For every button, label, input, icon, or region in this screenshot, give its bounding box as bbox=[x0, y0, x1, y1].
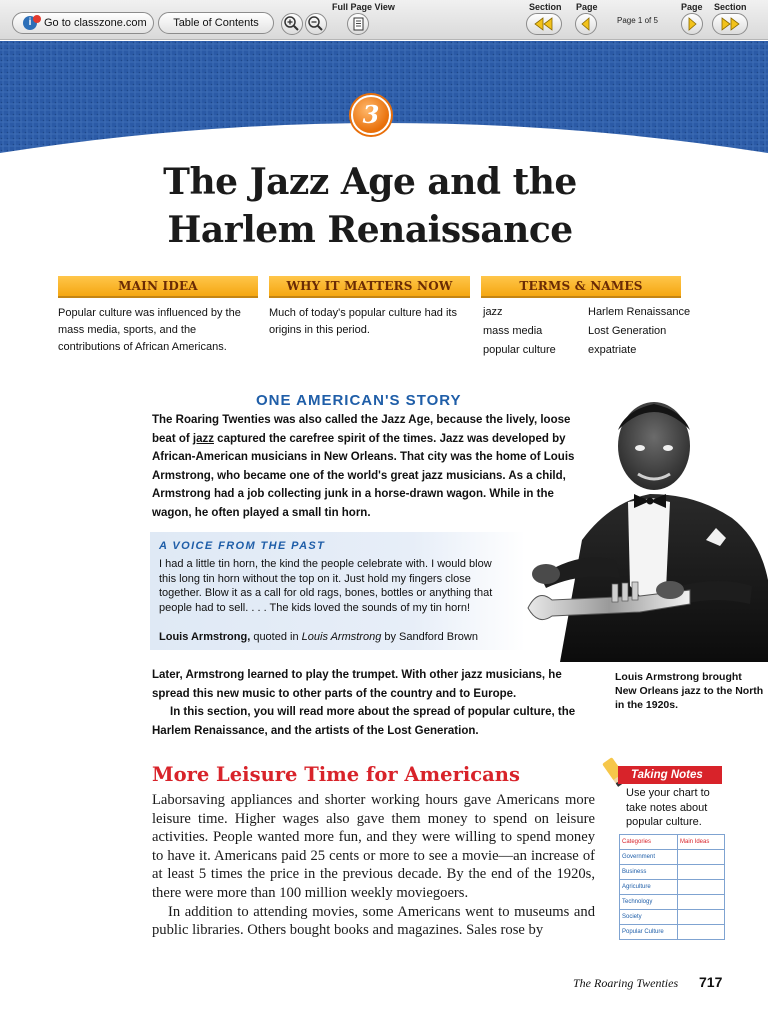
term-jazz: jazz bbox=[483, 306, 503, 318]
double-arrow-left-icon bbox=[527, 14, 561, 34]
page-prev-label: Page bbox=[576, 2, 598, 12]
notes-category: Agriculture bbox=[620, 880, 678, 895]
section-title bbox=[0, 158, 740, 254]
voice-quoted-in: quoted in bbox=[250, 631, 302, 643]
story-paragraph-3: In this section, you will read more about the spread of popular culture, the Harlem Renaissance, and the artists of the Lost Generation. bbox=[152, 706, 576, 737]
footer-chapter-title: The Roaring Twenties bbox=[573, 976, 679, 990]
notes-chart bbox=[619, 834, 725, 940]
voice-author: Louis Armstrong, bbox=[159, 631, 251, 643]
zoom-in-icon bbox=[282, 14, 302, 34]
story-continuation bbox=[152, 666, 592, 740]
notes-row bbox=[620, 895, 725, 910]
term-lost-generation: Lost Generation bbox=[588, 325, 667, 337]
notes-category: Popular Culture bbox=[620, 925, 678, 940]
double-arrow-right-icon bbox=[713, 14, 747, 34]
notes-category: Technology bbox=[620, 895, 678, 910]
notes-row bbox=[620, 880, 725, 895]
title-line-1: The Jazz Age and the bbox=[163, 161, 577, 203]
classzone-button[interactable] bbox=[12, 12, 154, 34]
leisure-paragraph-2: In addition to attending movies, some Americans went to museums and public libraries. Others bought books and magazines. Sales rose by bbox=[152, 903, 595, 939]
term-mass-media: mass media bbox=[483, 325, 543, 337]
louis-armstrong-photo bbox=[520, 390, 768, 662]
story-text-end: captured the carefree spirit of the times. Jazz was developed by African-American musicians in New Orleans. That city was the home of Louis Armstrong, who became one of the world's great jazz musicians. As a child, Armstrong had a job collecting junk in a horse-drawn wagon. While in the wagon, he often played a small tin horn. bbox=[152, 432, 575, 519]
story-heading: ONE AMERICAN'S STORY bbox=[256, 392, 462, 409]
zoom-in-button[interactable] bbox=[281, 13, 303, 35]
voice-quote: I had a little tin horn, the kind the people celebrate with. I would blow this long tin horn without the top on it. Just hold my fingers close together. Blow it as a call for old rags, bones, bottles or anything that people had to sell. . . . The kids loved the sounds of my tin horn! bbox=[159, 558, 493, 614]
page-number: 717 bbox=[699, 974, 723, 990]
leisure-paragraph-1: Laborsaving appliances and shorter working hours gave Americans more leisure time. Higher wages also gave them money to spend on leisure activities. People wanted more fun, and they were willing to spend money to have it. Americans paid 25 cents or more to see a movie—an increase of at least 5 times the price in the previous decade. By the end of the 1920s, there were more than 100 million weekly moviegoers. bbox=[152, 792, 595, 901]
navigation-toolbar bbox=[0, 0, 768, 40]
story-text-start: The Roaring Twenties was also called the Jazz Age, because the lively, loose beat of bbox=[152, 414, 571, 445]
voice-from-the-past-box bbox=[150, 532, 525, 650]
notes-cell bbox=[678, 895, 725, 910]
full-page-view-button[interactable] bbox=[347, 13, 369, 35]
classzone-badge-dot bbox=[33, 15, 41, 23]
main-idea-heading: MAIN IDEA bbox=[58, 276, 258, 298]
section-prev-label: Section bbox=[529, 2, 562, 12]
notes-row bbox=[620, 925, 725, 940]
photo-caption: Louis Armstrong brought New Orleans jazz to the North in the 1920s. bbox=[615, 671, 764, 711]
page-view-icon bbox=[348, 14, 368, 34]
notes-cell bbox=[678, 925, 725, 940]
notes-cell bbox=[678, 910, 725, 925]
voice-book-author: by Sandford Brown bbox=[381, 631, 478, 643]
zoom-out-button[interactable] bbox=[305, 13, 327, 35]
voice-book-title: Louis Armstrong bbox=[301, 631, 382, 643]
key-term-jazz: jazz bbox=[192, 432, 214, 445]
why-it-matters-heading: WHY IT MATTERS NOW bbox=[269, 276, 470, 298]
notes-cell bbox=[678, 865, 725, 880]
arrow-left-icon bbox=[576, 14, 596, 34]
zoom-out-icon bbox=[306, 14, 326, 34]
leisure-body bbox=[152, 791, 595, 940]
voice-citation bbox=[159, 631, 478, 643]
why-it-matters-text: Much of today's popular culture had its origins in this period. bbox=[269, 307, 457, 336]
notes-row bbox=[620, 850, 725, 865]
terms-names-heading: TERMS & NAMES bbox=[481, 276, 681, 298]
term-popular-culture: popular culture bbox=[483, 344, 556, 356]
page-next-label: Page bbox=[681, 2, 703, 12]
classzone-label: Go to classzone.com bbox=[44, 17, 147, 29]
notes-cell bbox=[678, 880, 725, 895]
notes-chart-header bbox=[620, 835, 725, 850]
notes-category: Government bbox=[620, 850, 678, 865]
main-idea-text: Popular culture was influenced by the mass media, sports, and the contributions of African Americans. bbox=[58, 307, 241, 353]
title-line-2: Harlem Renaissance bbox=[167, 209, 573, 251]
notes-header-categories: Categories bbox=[620, 835, 678, 850]
leisure-heading: More Leisure Time for Americans bbox=[152, 763, 520, 786]
notes-row bbox=[620, 910, 725, 925]
page-count: Page 1 of 5 bbox=[617, 16, 658, 25]
notes-category: Society bbox=[620, 910, 678, 925]
term-harlem-renaissance: Harlem Renaissance bbox=[588, 306, 691, 318]
notes-row bbox=[620, 865, 725, 880]
classzone-icon: i bbox=[23, 16, 37, 30]
notes-cell bbox=[678, 850, 725, 865]
table-of-contents-button[interactable] bbox=[158, 12, 274, 34]
previous-page-button[interactable] bbox=[575, 13, 597, 35]
voice-heading: A VOICE FROM THE PAST bbox=[159, 540, 326, 552]
notes-header-main-ideas: Main Ideas bbox=[678, 835, 725, 850]
next-page-button[interactable] bbox=[681, 13, 703, 35]
taking-notes-banner: Taking Notes bbox=[618, 766, 722, 784]
taking-notes-text: Use your chart to take notes about popular culture. bbox=[626, 787, 710, 828]
term-expatriate: expatriate bbox=[588, 344, 637, 356]
toc-label: Table of Contents bbox=[173, 17, 259, 29]
notes-category: Business bbox=[620, 865, 678, 880]
previous-section-button[interactable] bbox=[526, 13, 562, 35]
next-section-button[interactable] bbox=[712, 13, 748, 35]
section-number-badge: 3 bbox=[351, 95, 391, 135]
section-next-label: Section bbox=[714, 2, 747, 12]
story-paragraph-2: Later, Armstrong learned to play the trumpet. With other jazz musicians, he spread this new music to other parts of the country and to Europe. bbox=[152, 669, 562, 700]
full-page-view-label: Full Page View bbox=[332, 2, 395, 12]
arrow-right-icon bbox=[682, 14, 702, 34]
